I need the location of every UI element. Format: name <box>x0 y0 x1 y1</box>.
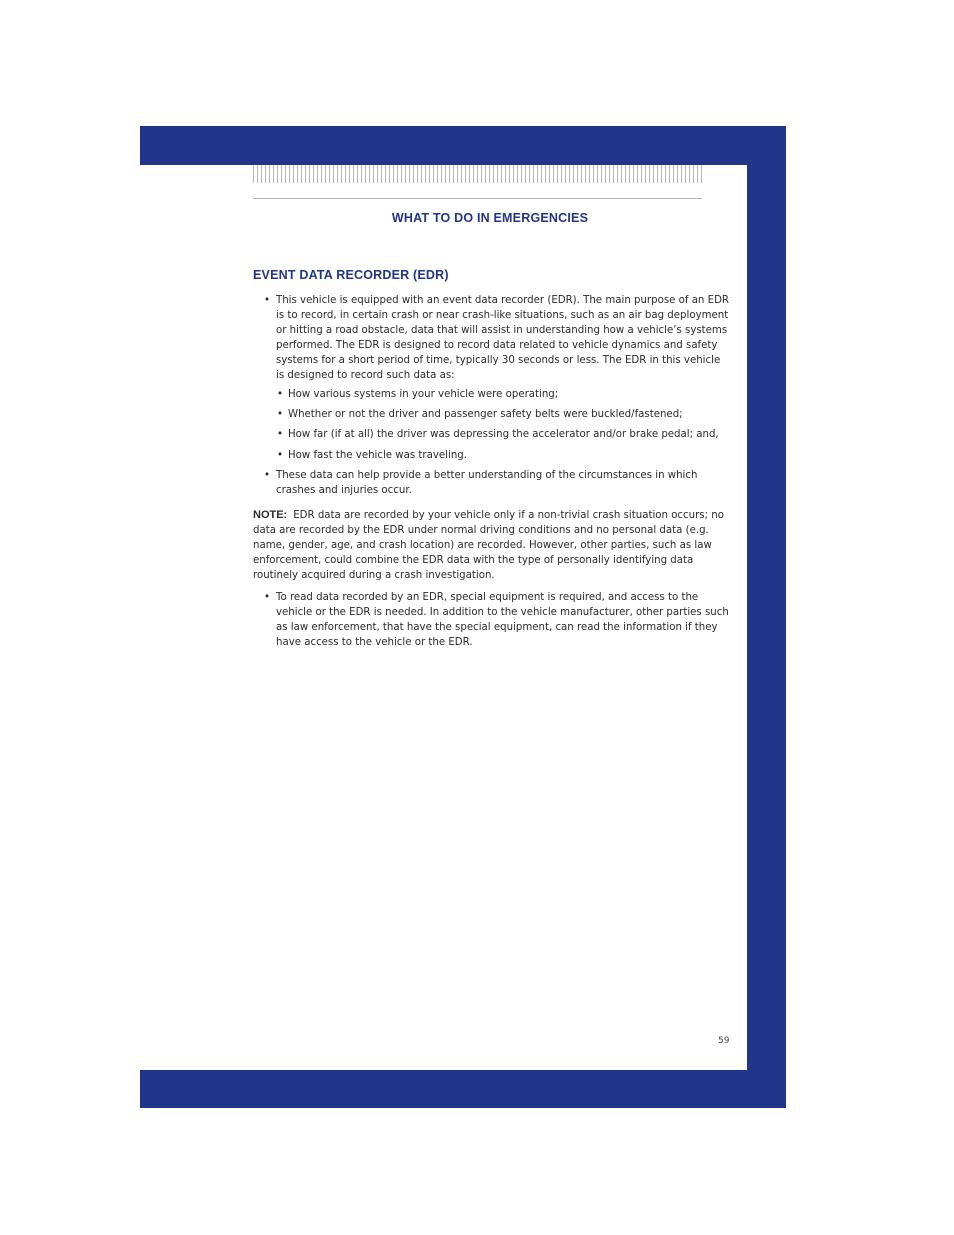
note-label: NOTE: <box>253 509 288 521</box>
note-text: EDR data are recorded by your vehicle only if a non-trivial crash situation occurs; no data are recorded by the EDR under normal driving conditions and no personal data (e.g. name, gender, age, and crash location) are recorded. However, other parties, such as law enforcement, could combine the EDR data with the type of personally identifying data routinely acquired during a crash investigation. <box>253 510 724 581</box>
bullet-text: How various systems in your vehicle were operating; <box>288 389 559 400</box>
header-tick-strip <box>253 165 703 183</box>
bullet-text: To read data recorded by an EDR, special equipment is required, and access to the vehicle or the EDR is needed. In addition to the vehicle manufacturer, other parties such as law enforcement, that have the special equipment, can read the information if they have access to the vehicle or the EDR. <box>276 592 729 648</box>
bullet-text: Whether or not the driver and passenger safety belts were buckled/fastened; <box>288 409 683 420</box>
page-frame-right-band <box>747 126 786 1108</box>
bullet-marker: • <box>277 450 284 461</box>
page-frame-top-band <box>140 126 786 165</box>
note-paragraph <box>253 508 729 584</box>
bullet-marker: • <box>277 389 284 400</box>
bullet-marker: • <box>264 592 271 603</box>
section-title: WHAT TO DO IN EMERGENCIES <box>391 211 589 225</box>
header-rule <box>253 198 702 199</box>
bullet-text: These data can help provide a better understanding of the circumstances in which crashes and injuries occur. <box>276 470 698 496</box>
bullet-marker: • <box>264 470 271 481</box>
page-number: 59 <box>718 1036 730 1046</box>
bullet-marker: • <box>264 295 271 306</box>
page-frame-bottom-band <box>140 1070 786 1108</box>
bullet-text: How fast the vehicle was traveling. <box>288 450 467 461</box>
bullet-marker: • <box>277 429 284 440</box>
bullet-marker: • <box>277 409 284 420</box>
bullet-text: This vehicle is equipped with an event data recorder (EDR). The main purpose of an EDR is to record, in certain crash or near crash-like situations, such as an air bag deployment or hitting a road obstacle, data that will assist in understanding how a vehicle’s systems performed. The EDR is designed to record data related to vehicle dynamics and safety systems for a short period of time, typically 30 seconds or less. The EDR in this vehicle is designed to record such data as: <box>276 295 729 381</box>
bullet-text: How far (if at all) the driver was depressing the accelerator and/or brake pedal; and, <box>288 429 719 440</box>
edr-heading: EVENT DATA RECORDER (EDR) <box>253 268 449 282</box>
